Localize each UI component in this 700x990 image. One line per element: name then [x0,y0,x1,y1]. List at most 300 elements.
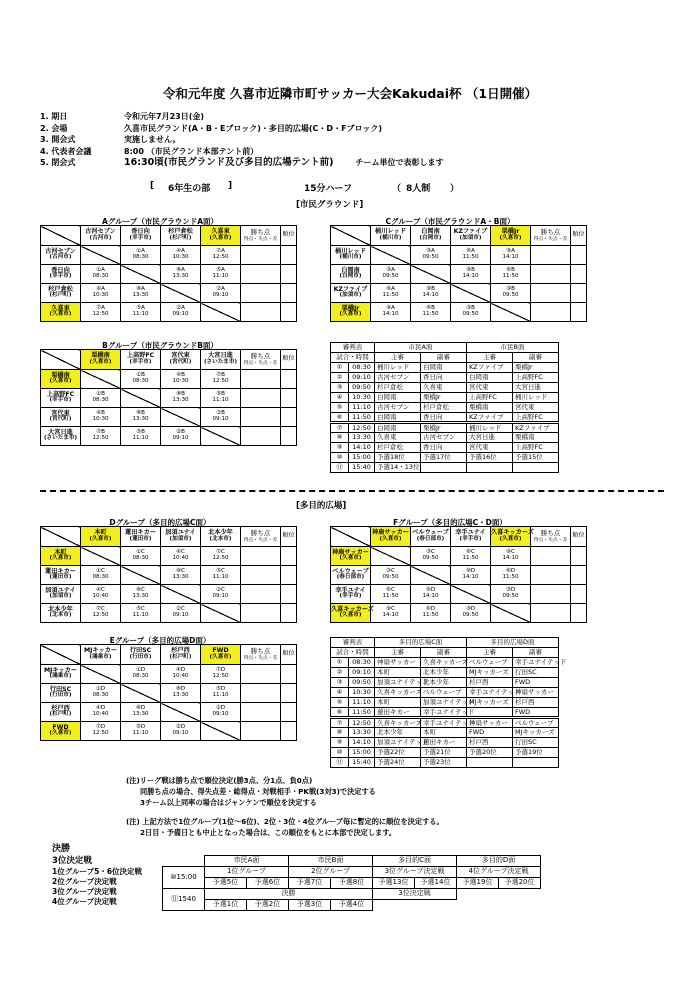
referee-cell: 15:40 [349,758,375,768]
team-city: (久喜市) [49,378,72,385]
match-time: 11:10 [132,612,149,618]
match-cell [451,303,491,322]
match-id: ⑨D [465,568,476,575]
match-cell [371,604,411,623]
match-cell [201,246,241,265]
referee-cell: 古河セブン [375,373,421,383]
match-cell [161,389,201,408]
rank-cell [281,684,297,703]
points-cell [531,566,571,585]
match-id: ⑤A [136,305,145,312]
referee-cell: ⑪ [331,463,349,473]
match-time: 12:50 [92,612,109,618]
team-row-header [41,303,81,322]
match-cell [161,684,201,703]
match-time: 08:30 [132,254,149,260]
referee-cell: 予選19位 [513,748,559,758]
team-name: 杉戸倉松 [168,228,193,236]
team-name: 加須ユナイ [45,586,76,594]
match-cell [121,303,161,322]
match-time: 11:50 [462,254,479,260]
referee-cell: 栗橋Jr [421,423,467,433]
team-header [201,350,241,370]
match-id: ⑨A [386,305,395,312]
match-id: ④D [175,667,186,674]
self-match-cell [371,547,411,566]
match-time: 13:30 [132,593,149,599]
team-name: MJキッカー [43,666,78,674]
match-cell [411,585,451,604]
referee-cell: ⑥ [331,413,349,423]
referee-cell: 桶川レッド [467,423,513,433]
team-row-header [41,427,81,446]
match-cell [201,665,241,684]
referee-cell: 15:00 [349,453,375,463]
match-cell [371,585,411,604]
match-time: 09:50 [462,311,479,317]
referee-cell: 行田SC [513,668,559,678]
referee-cell: 白岡南 [375,393,421,403]
main-ref-header: 主審 [375,353,421,363]
referee-cell: ⑧ [331,728,349,738]
team-city: (加須市) [339,292,362,299]
referee-cell: 白岡南 [421,363,467,373]
match-time: 08:30 [92,397,109,403]
referee-cell: 神扇サッカー [375,658,421,668]
team-city: (鴻巣市) [89,653,112,660]
finals-group: 3位決定戦 [373,889,457,900]
match-id: ⑦C [96,606,105,613]
match-id: ⑤B [216,391,225,398]
match-time-header: 試合・時間 [331,353,375,363]
team-row-header [41,585,81,604]
points-cell [241,370,281,389]
referee-cell: 杉戸西 [513,698,559,708]
self-match-cell [121,389,161,408]
referee-cell: 久喜キッカーズ [375,718,421,728]
court-header: 多目的D面 [457,856,541,867]
finals-left-item: 4位グループ決定戦 [52,897,117,906]
team-row-header [41,246,81,265]
match-cell [451,604,491,623]
match-time: 08:30 [92,692,109,698]
points-cell [241,566,281,585]
team-name: 大宮日進 [208,352,233,360]
match-time: 10:40 [92,711,109,717]
referee-cell: ① [331,658,349,668]
match-time: 09:50 [382,574,399,580]
match-cell [201,284,241,303]
match-time: 09:10 [212,416,229,422]
team-city: (白岡市) [339,273,362,280]
team-name: 白岡南 [341,266,360,274]
referee-cell: 13:30 [349,433,375,443]
finals-team: 予選3位 [289,900,331,911]
players-count: 8人制 [406,184,431,194]
referee-cell: 北本少年 [421,668,467,678]
match-cell [121,246,161,265]
match-id: ⑧B [136,410,145,417]
court-label: 多目的広場C面 [375,638,467,648]
league-table [40,349,297,446]
match-time: 13:30 [172,273,189,279]
match-time: 09:10 [172,730,189,736]
match-time: 13:30 [172,692,189,698]
match-id: ⑧C [136,587,145,594]
rank-header: 順位 [281,226,297,246]
team-name: 久喜東 [51,304,70,312]
referee-cell: 14:10 [349,738,375,748]
team-header [201,226,241,246]
referee-cell: 神扇サッカー [513,688,559,698]
team-city: (桶川市) [379,234,402,241]
team-name: 久喜キッカーズ [331,605,374,613]
referee-cell: 予選18位 [375,453,421,463]
finals-team: 予選1位 [205,900,247,911]
match-time: 13:30 [132,292,149,298]
points-header: 勝ち点 得点・失点・差 [241,226,281,246]
team-name: KZファイブ [333,285,368,293]
rank-cell [281,585,297,604]
referee-cell: ベルウェーブ [421,688,467,698]
rank-cell [281,408,297,427]
venue-heading-shimin: [市民グラウンド] [296,200,364,210]
info-closing [40,157,443,169]
match-id: ⑨C [386,606,395,613]
team-city: (古河市) [49,254,72,261]
referee-cell: 12:50 [349,718,375,728]
match-time: 09:50 [422,254,439,260]
team-city: (蓮田市) [49,574,72,581]
match-time: 09:10 [172,435,189,441]
team-name: 古河セブン [85,228,116,236]
match-cell [121,284,161,303]
match-time: 08:30 [132,555,149,561]
rank-cell [571,604,587,623]
team-name: 香日向 [51,266,70,274]
match-id: ③C [386,568,395,575]
referee-cell: 14:10 [349,443,375,453]
referee-cell: 杉戸西 [467,678,513,688]
referee-cell: 加須ユナイテッド [375,678,421,688]
match-cell [161,604,201,623]
team-row-header [331,265,371,284]
finals-left-list [52,867,142,907]
team-city: (杉戸町) [169,234,192,241]
match-time: 10:30 [172,254,189,260]
team-header [201,527,241,547]
referee-cell: 09:50 [349,383,375,393]
finals-team: 予選2位 [247,900,289,911]
team-city: (加須市) [169,535,192,542]
division-name: 6年生の部 [168,184,211,194]
rank-cell [281,303,297,322]
referee-cell: 11:50 [349,413,375,423]
team-city: (久喜市) [49,311,72,318]
team-name: 北本少年 [48,605,73,613]
match-cell [371,265,411,284]
finals-team: 予選13位 [373,878,415,889]
match-cell [411,604,451,623]
match-time: 14:10 [382,612,399,618]
referee-cell: 杉戸倉松 [375,383,421,393]
match-id: ⑧B [176,391,185,398]
referee-cell: ⑦ [331,718,349,728]
match-id: ⑤C [136,606,145,613]
info-venue [40,123,443,135]
rank-header: 順位 [571,527,587,547]
referee-label: 審判表 [331,638,375,648]
referee-cell: FWD [467,728,513,738]
court-label: 多目的広場D面 [467,638,559,648]
team-header [81,645,121,665]
team-name: FWD [52,723,69,731]
referee-cell: 宮代東 [513,403,559,413]
team-name: 本町 [94,529,107,537]
referee-cell: ⑨ [331,738,349,748]
team-name: 栗橋南 [51,371,70,379]
team-city: (幸手市) [129,358,152,365]
match-cell [411,246,451,265]
finals-time: ⑪1540 [163,889,205,911]
team-name: 幸手ユナイ [335,586,366,594]
match-id: ⑦B [96,429,105,436]
points-cell [241,722,281,741]
bracket-open: [ [150,181,155,191]
referee-table [330,637,567,768]
match-time: 11:50 [382,593,399,599]
referee-cell: FWD [513,678,559,688]
referee-cell: 古河セブン [375,403,421,413]
team-city: (久喜市) [499,535,522,542]
referee-cell: 09:50 [349,678,375,688]
match-id: ⑧C [176,568,185,575]
rank-cell [571,566,587,585]
referee-cell: KZファイブ [467,363,513,373]
match-cell [81,585,121,604]
info-label: 2. 会場 [40,123,68,133]
referee-cell: 幸手ユナイテッド [513,658,559,668]
team-row-header [331,284,371,303]
referee-cell: 上高野FC [513,373,559,383]
finals-group: 2位グループ [289,867,373,878]
points-cell [531,265,571,284]
rank-header: 順位 [281,350,297,370]
points-cell [241,303,281,322]
match-id: ①C [96,568,105,575]
team-city: (加須市) [459,234,482,241]
match-id: ④B [96,410,105,417]
league-table [330,225,587,322]
team-row-header [331,547,371,566]
team-name: 杉戸西 [51,704,70,712]
referee-cell: 11:10 [349,698,375,708]
match-id: ②C [216,587,225,594]
match-cell [201,585,241,604]
match-cell [451,265,491,284]
match-id: ④A [176,248,185,255]
match-id: ⑦A [216,248,225,255]
rank-cell [281,427,297,446]
rank-cell [281,547,297,566]
team-city: (幸手市) [49,397,72,404]
info-value: 実施しません。 [124,135,181,144]
match-id: ⑨A [506,248,515,255]
match-time: 09:10 [212,711,229,717]
match-id: ⑦A [96,305,105,312]
venue-heading-tamokuteki: [多目的広場] [296,501,347,511]
finals-team: 予選6位 [247,878,289,889]
team-name: ベルウェーブ [412,529,449,537]
note-line: 3チーム以上同率の場合はジャンケンで順位を決定する [140,798,317,807]
match-id: ⑧D [175,686,186,693]
team-header [161,226,201,246]
court-label: 市民B面 [467,343,559,353]
finals-team: 予選5位 [205,878,247,889]
team-row-header [41,665,81,684]
match-time: 10:40 [92,593,109,599]
court-label: 市民A面 [375,343,467,353]
referee-cell: 桶川レッド [375,363,421,373]
rank-cell [281,604,297,623]
referee-cell: 杉戸倉松 [375,443,421,453]
team-name: 香日向 [131,228,150,236]
match-cell [121,547,161,566]
match-cell [201,684,241,703]
team-name: 栗橋Jr [501,228,520,236]
self-match-cell [451,284,491,303]
team-row-header [41,389,81,408]
info-value: 令和元年7月23日(金) [124,112,205,121]
referee-cell: ② [331,373,349,383]
team-row-header [41,566,81,585]
match-time: 14:10 [462,574,479,580]
match-cell [81,566,121,585]
assistant-ref-header: 副審 [421,353,467,363]
match-cell [161,566,201,585]
match-cell [201,547,241,566]
team-city: (久喜市) [379,535,402,542]
match-time: 09:50 [462,612,479,618]
match-id: ⑨C [506,549,515,556]
match-id: ⑥B [426,305,435,312]
team-row-header [41,408,81,427]
court-header: 市民A面 [205,856,289,867]
referee-cell: 北本少年 [421,678,467,688]
info-value: 8:00 （市民グランド本部テント前） [124,146,259,156]
rank-cell [281,722,297,741]
rank-cell [281,284,297,303]
match-id: ③A [386,267,395,274]
match-time: 08:30 [132,673,149,679]
match-cell [201,566,241,585]
self-match-cell [161,585,201,604]
team-header [411,226,451,246]
match-time: 10:30 [92,292,109,298]
match-cell [161,265,201,284]
referee-cell: 宮代東 [467,383,513,393]
referee-cell: 香日向 [421,413,467,423]
team-name: 幸手ユナイ [455,529,486,537]
finals-team: 予選14位 [415,878,457,889]
referee-cell [513,463,559,473]
match-id: ②A [216,286,225,293]
group-title: Dグループ（多目的広場C面） [109,518,211,527]
referee-cell: 加須ユナイテッド [375,738,421,748]
match-cell [81,265,121,284]
referee-cell: 大宮日進 [513,383,559,393]
team-header [81,350,121,370]
team-name: 桶川レッド [375,228,406,236]
match-time: 11:10 [212,273,229,279]
match-time: 12:50 [92,311,109,317]
note-line: (注)リーグ戦は勝ち点で順位決定(勝3点、分1点、負0点) [126,776,313,785]
referee-cell: KZファイブ [513,423,559,433]
match-time: 11:50 [502,273,519,279]
match-time: 13:30 [172,397,189,403]
team-name: KZファイブ [453,228,488,236]
team-city: (久喜市) [209,653,232,660]
team-name: 本町 [54,548,67,556]
team-name: 大宮日進 [48,428,73,436]
info-note: チーム単位で表彰します [355,158,444,167]
rank-cell [281,665,297,684]
team-city: (北本市) [209,535,232,542]
referee-cell: ③ [331,678,349,688]
team-row-header [331,566,371,585]
match-cell [81,722,121,741]
team-row-header [41,703,81,722]
referee-cell: 09:10 [349,373,375,383]
match-id: ⑤C [216,568,225,575]
match-time: 08:30 [132,378,149,384]
match-time: 09:50 [502,593,519,599]
referee-cell: 桶川レッド [513,393,559,403]
match-id: ⑦C [216,549,225,556]
referee-cell: 予選24位 [375,758,421,768]
match-id: ⑥C [466,549,475,556]
referee-cell: 10:30 [349,393,375,403]
team-header [161,527,201,547]
team-row-header [331,246,371,265]
note-line: 同勝ち点の場合、得失点差・総得点・対戦相手・PK戦(3対3)で決定する [140,787,376,796]
referee-cell: ⑤ [331,698,349,708]
team-name: MJキッカー [83,647,118,655]
team-header [371,226,411,246]
self-match-cell [201,722,241,741]
referee-cell: ② [331,668,349,678]
referee-cell: 香日向 [421,373,467,383]
match-cell [491,265,531,284]
referee-cell: 幸手ユナイテッド [421,708,467,718]
team-row-header [41,370,81,389]
match-time: 14:10 [502,254,519,260]
team-city: (杉戸町) [169,653,192,660]
match-time: 09:10 [172,311,189,317]
referee-cell: 13:30 [349,728,375,738]
match-id: ③B [506,286,515,293]
match-time: 09:10 [212,292,229,298]
referee-cell: 白岡南 [375,413,421,423]
match-cell [121,585,161,604]
team-header [451,226,491,246]
match-time: 11:50 [382,292,399,298]
referee-cell: 栗橋南 [513,433,559,443]
referee-cell: 白岡南 [375,423,421,433]
points-cell [241,389,281,408]
finals-time: ⑩15:00 [163,867,205,889]
points-cell [241,408,281,427]
